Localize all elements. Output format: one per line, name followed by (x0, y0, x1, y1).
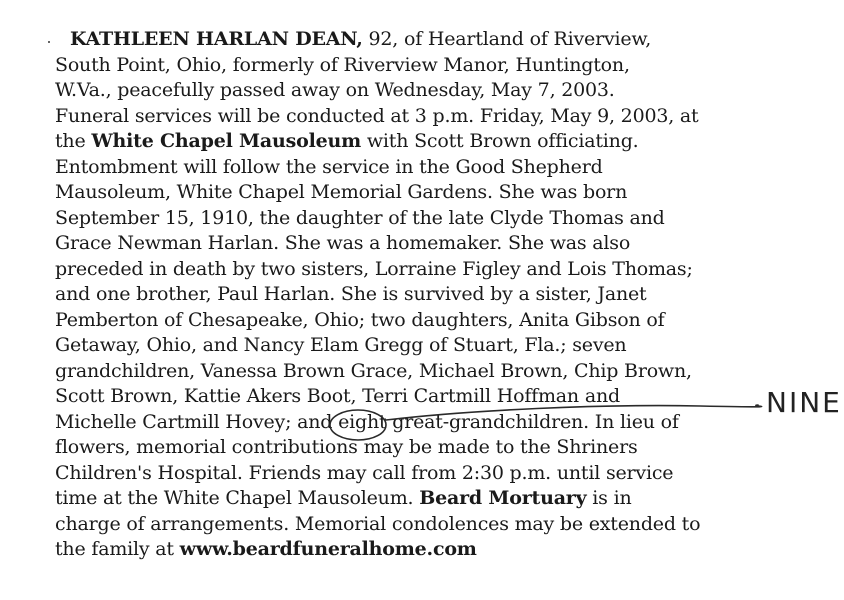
text-segment: Funeral services will be conducted at 3 p.m. Friday, May 9, 2003, at (55, 104, 699, 127)
text-segment: grandchildren, Vanessa Brown Grace, Michael Brown, Chip Brown, (55, 359, 692, 382)
text-segment: and one brother, Paul Harlan. She is survived by a sister, Janet (55, 283, 647, 305)
circle-around-eight (330, 410, 386, 440)
text-segment: Michelle Cartmill Hovey; and eight great-grandchildren. In lieu of (55, 410, 679, 433)
bold-text-segment: KATHLEEN HARLAN DEAN, (70, 28, 363, 50)
text-segment: Grace Newman Harlan. She was a homemaker. She was also (55, 232, 631, 254)
text-segment: flowers, memorial contributions may be made to the Shriners (55, 436, 638, 458)
text-segment: South Point, Ohio, formerly of Riverview Manor, Huntington, (55, 53, 630, 76)
correction-line (386, 405, 762, 420)
text-segment: time at the White Chapel Mausoleum. (55, 487, 420, 509)
text-segment: Entombment will follow the service in the Good Shepherd (55, 155, 603, 178)
text-segment: the (55, 130, 92, 152)
text-segment: Getaway, Ohio, and Nancy Elam Gregg of Stuart, Fla.; seven (55, 334, 627, 356)
text-segment: 92, of Heartland of Riverview, (362, 28, 652, 50)
bold-text-segment: White Chapel Mausoleum (91, 130, 362, 152)
text-segment: Scott Brown, Kattie Akers Boot, Terri Cartmill Hoffman and (55, 385, 620, 407)
text-segment: with Scott Brown officiating. (361, 130, 639, 152)
text-segment: preceded in death by two sisters, Lorraine Figley and Lois Thomas; (55, 257, 693, 280)
handwritten-note: NINE (766, 386, 842, 419)
text-segment: September 15, 1910, the daughter of the late Clyde Thomas and (55, 206, 665, 229)
text-segment: Mausoleum, White Chapel Memorial Gardens. She was born (55, 181, 628, 203)
text-segment: the family at (55, 538, 180, 560)
text-segment: Children's Hospital. Friends may call from 2:30 p.m. until service (55, 461, 674, 484)
bold-text-segment: www.beardfuneralhome.com (179, 538, 477, 560)
text-segment: is in (586, 487, 632, 509)
bold-text-segment: Beard Mortuary (419, 487, 587, 509)
text-segment: Pemberton of Chesapeake, Ohio; two daughters, Anita Gibson of (55, 308, 665, 331)
text-segment: W.Va., peacefully passed away on Wednesday, May 7, 2003. (55, 79, 615, 101)
text-segment: charge of arrangements. Memorial condolences may be extended to (55, 512, 701, 535)
